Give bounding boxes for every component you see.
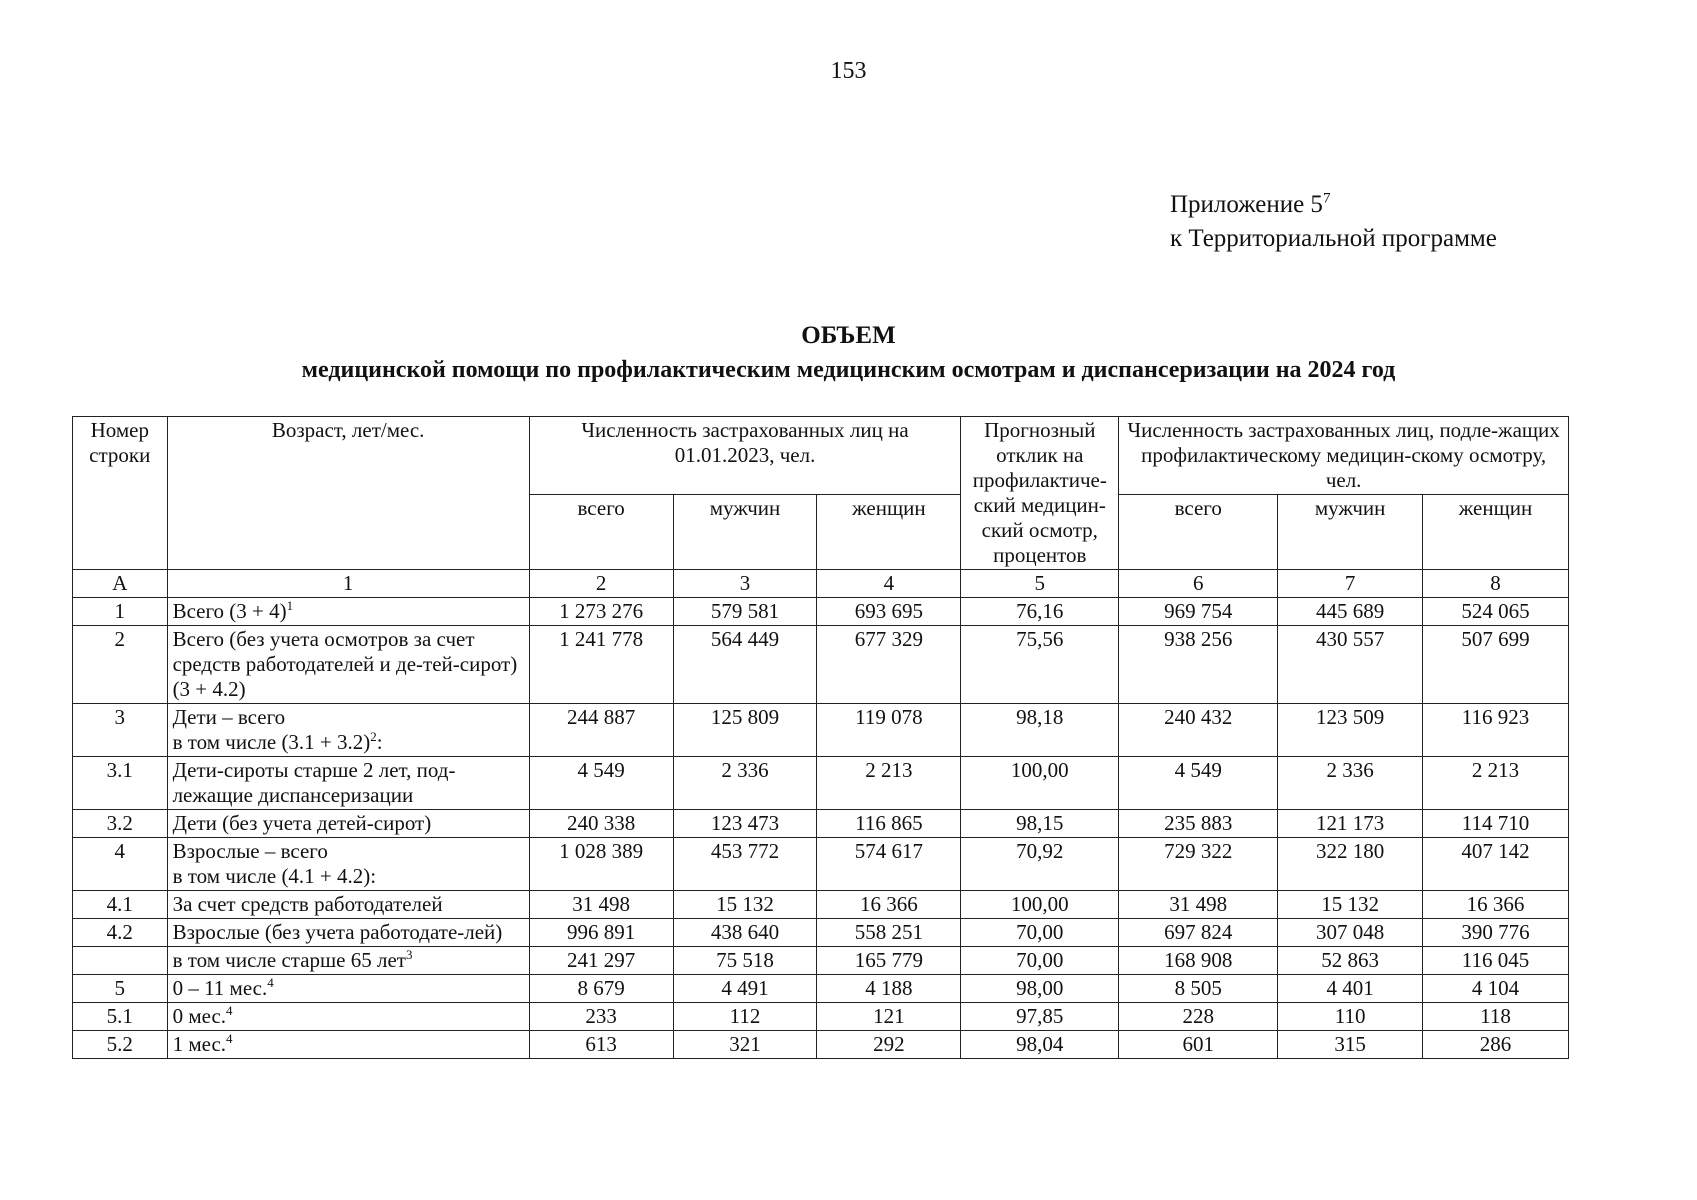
value-cell-c4: 677 329	[817, 626, 961, 704]
value-cell-c5: 70,00	[961, 919, 1119, 947]
value-cell-c3: 75 518	[673, 947, 817, 975]
value-cell-c3: 564 449	[673, 626, 817, 704]
header-subject-group: Численность застрахованных лиц, подле-жащих профилактическому медицин-скому осмотру, чел.	[1119, 417, 1569, 495]
value-cell-c8: 4 104	[1423, 975, 1569, 1003]
value-cell-c6: 8 505	[1119, 975, 1278, 1003]
value-cell-c6: 697 824	[1119, 919, 1278, 947]
value-cell-c6: 168 908	[1119, 947, 1278, 975]
row-label-cell	[167, 1003, 529, 1031]
value-cell-c2: 31 498	[529, 891, 673, 919]
row-label: 1 мес.	[172, 1032, 227, 1056]
value-cell-c6: 235 883	[1119, 810, 1278, 838]
column-number: 5	[961, 570, 1119, 598]
value-cell-c4: 4 188	[817, 975, 961, 1003]
volume-table	[72, 416, 1569, 1059]
document-subtitle: медицинской помощи по профилактическим медицинским осмотрам и диспансеризации на 2024 год	[301, 357, 1396, 383]
value-cell-c8: 507 699	[1423, 626, 1569, 704]
header-insured-men: мужчин	[673, 495, 817, 570]
appendix-line-1: Приложение $5^7$	[1170, 190, 1331, 218]
row-label: За счет средств работодателей	[172, 892, 443, 916]
table-row	[73, 919, 1569, 947]
value-cell-c5: 98,15	[961, 810, 1119, 838]
header-age: Возраст, лет/мес.	[167, 417, 529, 570]
value-cell-c8: 16 366	[1423, 891, 1569, 919]
column-number: 7	[1278, 570, 1423, 598]
row-label-cell	[167, 810, 529, 838]
row-label: Взрослые (без учета работодате-лей)	[172, 920, 503, 944]
row-label: 0 мес.	[172, 1004, 227, 1028]
value-cell-c8: 2 213	[1423, 757, 1569, 810]
value-cell-c6: 729 322	[1119, 838, 1278, 891]
table-row	[73, 598, 1569, 626]
column-number: А	[73, 570, 168, 598]
value-cell-c6: 228	[1119, 1003, 1278, 1031]
column-number: 4	[817, 570, 961, 598]
row-label: Дети (без учета детей-сирот)	[172, 811, 432, 835]
value-cell-c8: 118	[1423, 1003, 1569, 1031]
row-number-cell: 5.2	[73, 1031, 168, 1059]
value-cell-c4: 16 366	[817, 891, 961, 919]
table-row	[73, 975, 1569, 1003]
table-row	[73, 1031, 1569, 1059]
value-cell-c5: 100,00	[961, 891, 1119, 919]
table-row	[73, 838, 1569, 891]
row-label-cell	[167, 838, 529, 891]
footnote-mark: 4	[226, 1031, 233, 1046]
table-row	[73, 947, 1569, 975]
column-number: 8	[1423, 570, 1569, 598]
row-number-cell: 3.1	[73, 757, 168, 810]
appendix-note	[1170, 188, 1497, 256]
value-cell-c3: 125 809	[673, 704, 817, 757]
value-cell-c4: 693 695	[817, 598, 961, 626]
value-cell-c8: 286	[1423, 1031, 1569, 1059]
column-number-row	[73, 570, 1569, 598]
value-cell-c6: 601	[1119, 1031, 1278, 1059]
value-cell-c8: 390 776	[1423, 919, 1569, 947]
value-cell-c8: 116 923	[1423, 704, 1569, 757]
header-insured-total: всего	[529, 495, 673, 570]
value-cell-c8: 116 045	[1423, 947, 1569, 975]
value-cell-c5: 100,00	[961, 757, 1119, 810]
header-subject-men: мужчин	[1278, 495, 1423, 570]
value-cell-c6: 938 256	[1119, 626, 1278, 704]
value-cell-c5: 70,00	[961, 947, 1119, 975]
value-cell-c2: 244 887	[529, 704, 673, 757]
column-number: 3	[673, 570, 817, 598]
value-cell-c4: 574 617	[817, 838, 961, 891]
row-label-continuation: в том числе (3.1 + 3.2)	[172, 730, 371, 754]
header-insured-group: Численность застрахованных лиц на 01.01.2023, чел.	[529, 417, 961, 495]
value-cell-c2: 241 297	[529, 947, 673, 975]
value-cell-c4: 292	[817, 1031, 961, 1059]
value-cell-c2: 613	[529, 1031, 673, 1059]
row-label-cell	[167, 947, 529, 975]
row-number-cell: 3	[73, 704, 168, 757]
column-number: 6	[1119, 570, 1278, 598]
footnote-mark: 4	[267, 975, 274, 990]
value-cell-c7: 430 557	[1278, 626, 1423, 704]
row-number-cell: 4	[73, 838, 168, 891]
value-cell-c5: 70,92	[961, 838, 1119, 891]
value-cell-c7: 15 132	[1278, 891, 1423, 919]
row-number-cell: 4.1	[73, 891, 168, 919]
appendix-line-2: к Территориальной программе	[1170, 225, 1497, 252]
header-forecast: Прогнозный отклик на профилактиче-ский медицин-ский осмотр, процентов	[961, 417, 1119, 570]
value-cell-c7: 4 401	[1278, 975, 1423, 1003]
column-number: 2	[529, 570, 673, 598]
footnote-mark: 3	[405, 947, 413, 962]
row-label: Всего (3 + 4)	[172, 599, 287, 623]
value-cell-c7: 445 689	[1278, 598, 1423, 626]
row-label: Дети-сироты старше 2 лет, под-лежащие диспансеризации	[172, 758, 456, 807]
value-cell-c3: 123 473	[673, 810, 817, 838]
row-label-cell	[167, 1031, 529, 1059]
value-cell-c8: 114 710	[1423, 810, 1569, 838]
value-cell-c7: 52 863	[1278, 947, 1423, 975]
value-cell-c5: 98,18	[961, 704, 1119, 757]
value-cell-c2: 240 338	[529, 810, 673, 838]
row-number-cell: 1	[73, 598, 168, 626]
header-subject-women: женщин	[1423, 495, 1569, 570]
row-label-cell	[167, 757, 529, 810]
row-number-cell: 5.1	[73, 1003, 168, 1031]
value-cell-c4: 558 251	[817, 919, 961, 947]
table-row	[73, 891, 1569, 919]
value-cell-c3: 4 491	[673, 975, 817, 1003]
value-cell-c3: 112	[673, 1003, 817, 1031]
row-label: Дети – всего	[172, 705, 286, 729]
row-number-cell: 3.2	[73, 810, 168, 838]
value-cell-c3: 453 772	[673, 838, 817, 891]
value-cell-c7: 123 509	[1278, 704, 1423, 757]
value-cell-c5: 76,16	[961, 598, 1119, 626]
row-label-cell	[167, 626, 529, 704]
value-cell-c3: 15 132	[673, 891, 817, 919]
row-label-suffix: :	[376, 730, 383, 754]
table-row	[73, 810, 1569, 838]
value-cell-c2: 1 273 276	[529, 598, 673, 626]
value-cell-c7: 121 173	[1278, 810, 1423, 838]
value-cell-c2: 8 679	[529, 975, 673, 1003]
row-label: Взрослые – всего	[172, 839, 328, 863]
value-cell-c5: 98,00	[961, 975, 1119, 1003]
header-row-number: Номер строки	[73, 417, 168, 570]
row-label-cell	[167, 704, 529, 757]
table-row	[73, 1003, 1569, 1031]
table-row	[73, 704, 1569, 757]
value-cell-c6: 31 498	[1119, 891, 1278, 919]
value-cell-c8: 524 065	[1423, 598, 1569, 626]
row-label-cell	[167, 891, 529, 919]
value-cell-c7: 2 336	[1278, 757, 1423, 810]
value-cell-c3: 2 336	[673, 757, 817, 810]
value-cell-c7: 322 180	[1278, 838, 1423, 891]
value-cell-c6: 969 754	[1119, 598, 1278, 626]
header-subject-total: всего	[1119, 495, 1278, 570]
value-cell-c7: 110	[1278, 1003, 1423, 1031]
value-cell-c5: 98,04	[961, 1031, 1119, 1059]
value-cell-c3: 321	[673, 1031, 817, 1059]
value-cell-c4: 119 078	[817, 704, 961, 757]
value-cell-c3: 579 581	[673, 598, 817, 626]
page-number: 153	[830, 58, 867, 84]
header-insured-women: женщин	[817, 495, 961, 570]
value-cell-c2: 4 549	[529, 757, 673, 810]
row-number-cell: 2	[73, 626, 168, 704]
value-cell-c7: 315	[1278, 1031, 1423, 1059]
row-label: Всего (без учета осмотров за счет средств работодателей и де-тей-сирот) (3 + 4.2)	[172, 627, 518, 701]
value-cell-c5: 97,85	[961, 1003, 1119, 1031]
row-label-cell	[167, 919, 529, 947]
value-cell-c2: 996 891	[529, 919, 673, 947]
document-title: ОБЪЕМ	[801, 322, 896, 349]
column-number: 1	[167, 570, 529, 598]
value-cell-c2: 233	[529, 1003, 673, 1031]
row-label: в том числе старше 65 лет	[172, 948, 406, 972]
footnote-mark: 2	[370, 729, 377, 744]
row-number-cell: 5	[73, 975, 168, 1003]
value-cell-c6: 4 549	[1119, 757, 1278, 810]
value-cell-c5: 75,56	[961, 626, 1119, 704]
value-cell-c4: 116 865	[817, 810, 961, 838]
table-header-row-1	[73, 417, 1569, 495]
row-label: 0 – 11 мес.	[172, 976, 268, 1000]
row-label-cell	[167, 598, 529, 626]
row-label-cell	[167, 975, 529, 1003]
footnote-mark: 1	[286, 598, 294, 613]
value-cell-c4: 121	[817, 1003, 961, 1031]
value-cell-c4: 2 213	[817, 757, 961, 810]
table-row	[73, 626, 1569, 704]
row-number-cell	[73, 947, 168, 975]
value-cell-c8: 407 142	[1423, 838, 1569, 891]
value-cell-c4: 165 779	[817, 947, 961, 975]
row-number-cell: 4.2	[73, 919, 168, 947]
value-cell-c3: 438 640	[673, 919, 817, 947]
value-cell-c2: 1 028 389	[529, 838, 673, 891]
row-label-continuation: в том числе (4.1 + 4.2):	[172, 864, 377, 888]
value-cell-c7: 307 048	[1278, 919, 1423, 947]
footnote-mark: 4	[226, 1003, 233, 1018]
table-row	[73, 757, 1569, 810]
value-cell-c2: 1 241 778	[529, 626, 673, 704]
value-cell-c6: 240 432	[1119, 704, 1278, 757]
